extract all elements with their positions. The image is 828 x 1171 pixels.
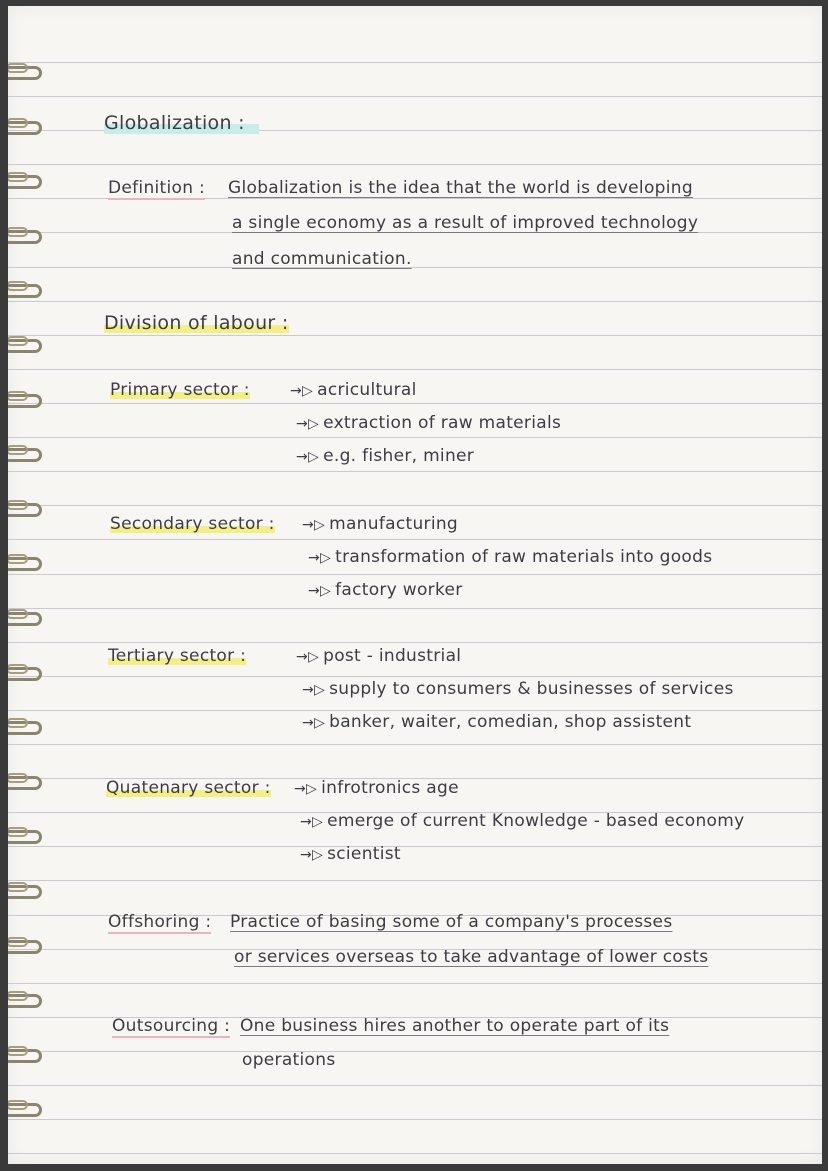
ruled-line (8, 1051, 822, 1052)
notebook-page (8, 6, 822, 1164)
ruled-line (8, 437, 822, 438)
definition-term-text: Definition : (108, 178, 206, 198)
arrow-icon: →▷ (290, 383, 314, 399)
sector-label (106, 778, 271, 798)
sector-item (296, 413, 561, 433)
arrow-icon: →▷ (308, 550, 332, 566)
ruled-line (8, 335, 822, 336)
division-heading-text: Division of labour : (104, 312, 289, 334)
spiral-ring (8, 828, 46, 846)
sector-item-text: emerge of current Knowledge - based economy (327, 811, 745, 831)
sector-label (110, 514, 275, 534)
sector-item-text: banker, waiter, comedian, shop assistent (329, 712, 692, 732)
sector-item (308, 547, 712, 567)
spiral-ring (8, 938, 46, 956)
sector-item-text: infrotronics age (321, 778, 459, 798)
sector-item (300, 811, 744, 831)
offshoring-line: or services overseas to take advantage of lower costs (234, 947, 709, 967)
page-title (104, 112, 259, 134)
ruled-line (8, 676, 822, 677)
spiral-ring (8, 555, 46, 573)
ruled-line (8, 539, 822, 540)
offshoring-term-text: Offshoring : (108, 912, 212, 932)
spiral-ring (8, 1047, 46, 1065)
spiral-ring (8, 337, 46, 355)
ruled-line (8, 846, 822, 847)
ruled-line (8, 62, 822, 63)
spiral-ring (8, 282, 46, 300)
arrow-icon: →▷ (294, 781, 318, 797)
ruled-line (8, 880, 822, 881)
arrow-icon: →▷ (296, 416, 320, 432)
sector-item (308, 580, 463, 600)
sector-label (110, 380, 250, 400)
ruled-line (8, 403, 822, 404)
sector-item-text: acricultural (317, 380, 417, 400)
sector-item-text: scientist (327, 844, 401, 864)
ruled-line (8, 1153, 822, 1154)
ruled-line (8, 1085, 822, 1086)
sector-label-text: Quatenary sector : (106, 778, 271, 798)
arrow-icon: →▷ (300, 847, 324, 863)
sector-item-text: transformation of raw materials into goods (335, 547, 713, 567)
arrow-icon: →▷ (300, 814, 324, 830)
ruled-line (8, 369, 822, 370)
arrow-icon: →▷ (296, 449, 320, 465)
definition-line: a single economy as a result of improved technology (232, 213, 699, 233)
ruled-line (8, 164, 822, 165)
sector-item (302, 712, 691, 732)
ruled-line (8, 983, 822, 984)
sector-item (300, 844, 401, 864)
arrow-icon: →▷ (302, 517, 326, 533)
ruled-line (8, 471, 822, 472)
sector-label (108, 646, 246, 666)
division-heading (104, 312, 289, 334)
ruled-line (8, 505, 822, 506)
arrow-icon: →▷ (308, 583, 332, 599)
arrow-icon: →▷ (302, 715, 326, 731)
spiral-ring (8, 719, 46, 737)
sector-label-text: Primary sector : (110, 380, 250, 400)
spiral-ring (8, 392, 46, 410)
spiral-ring (8, 173, 46, 191)
sector-item-text: factory worker (335, 580, 463, 600)
sector-item (302, 514, 458, 534)
outsourcing-term-text: Outsourcing : (112, 1016, 231, 1036)
sector-item (290, 380, 417, 400)
ruled-line (8, 267, 822, 268)
definition-term (108, 178, 205, 198)
arrow-icon: →▷ (296, 649, 320, 665)
outsourcing-line: operations (242, 1050, 336, 1070)
definition-line: and communication. (232, 249, 412, 269)
ruled-line (8, 301, 822, 302)
offshoring-term (108, 912, 211, 932)
sector-item (302, 679, 734, 699)
spiral-ring (8, 501, 46, 519)
spiral-ring (8, 64, 46, 82)
title-text: Globalization : (104, 112, 259, 134)
sector-item-text: supply to consumers & businesses of services (329, 679, 734, 699)
spiral-ring (8, 446, 46, 464)
sector-item (296, 646, 461, 666)
sector-item (294, 778, 459, 798)
ruled-line (8, 710, 822, 711)
ruled-line (8, 96, 822, 97)
spiral-ring (8, 665, 46, 683)
sector-item (296, 446, 474, 466)
sector-item-text: e.g. fisher, miner (323, 446, 475, 466)
spiral-ring (8, 883, 46, 901)
sector-item-text: extraction of raw materials (323, 413, 562, 433)
definition-line: Globalization is the idea that the world is developing (228, 178, 693, 198)
sector-label-text: Tertiary sector : (108, 646, 247, 666)
ruled-line (8, 574, 822, 575)
spiral-ring (8, 610, 46, 628)
outsourcing-line: One business hires another to operate part of its (240, 1016, 670, 1036)
sector-item-text: manufacturing (329, 514, 459, 534)
spiral-ring (8, 774, 46, 792)
ruled-line (8, 608, 822, 609)
ruled-line (8, 642, 822, 643)
ruled-line (8, 1119, 822, 1120)
sector-item-text: post - industrial (323, 646, 462, 666)
offshoring-line: Practice of basing some of a company's processes (230, 912, 673, 932)
spiral-ring (8, 119, 46, 137)
spiral-ring (8, 1101, 46, 1119)
arrow-icon: →▷ (302, 682, 326, 698)
sector-label-text: Secondary sector : (110, 514, 275, 534)
spiral-ring (8, 228, 46, 246)
spiral-ring (8, 992, 46, 1010)
ruled-line (8, 744, 822, 745)
outsourcing-term (112, 1016, 230, 1036)
